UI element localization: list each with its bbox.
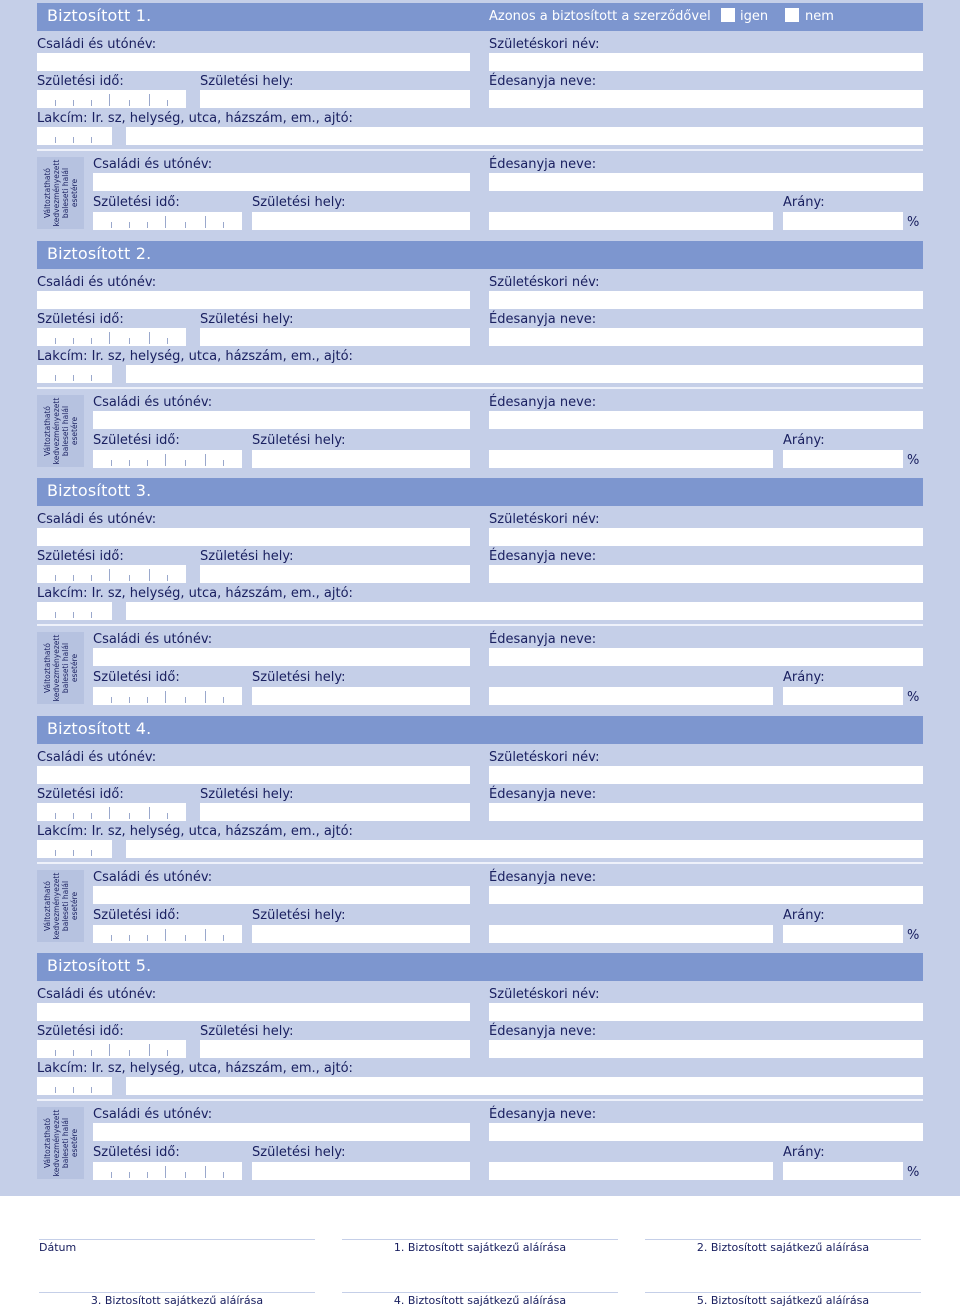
birth-date-label: Születési idő: (37, 312, 124, 327)
beneficiary-birth-place-label: Születési hely: (252, 195, 346, 210)
insured-title: Biztosított 2. (47, 244, 152, 263)
beneficiary-tag-text: Változtatható kedvezményezett baleseti halál esetére (42, 634, 79, 702)
birth-date-label: Születési idő: (37, 1024, 124, 1039)
same-yes-label: igen (740, 9, 769, 24)
beneficiary-tag-text: Változtatható kedvezményezett baleseti halál esetére (42, 397, 79, 465)
beneficiary-name-label: Családi és utónév: (93, 632, 213, 647)
same-as-contractor-label: Azonos a biztosított a szerződővel (489, 9, 711, 24)
beneficiary-birth-date-label: Születési idő: (93, 195, 180, 210)
signature-label: 5. Biztosított sajátkezű aláírása (696, 1294, 870, 1307)
signature-label: 1. Biztosított sajátkezű aláírása (393, 1241, 567, 1254)
birth-place-field[interactable] (200, 803, 470, 821)
beneficiary-tag-text: Változtatható kedvezményezett baleseti halál esetére (42, 159, 79, 227)
address-label: Lakcím: Ir. sz, helység, utca, házszám, em., ajtó: (37, 1061, 353, 1076)
insured-title: Biztosított 4. (47, 719, 152, 738)
birth-place-label: Születési hely: (200, 1024, 294, 1039)
signature-line[interactable] (645, 1292, 921, 1293)
birth-name-label: Születéskori név: (489, 750, 600, 765)
birth-name-label: Születéskori név: (489, 512, 600, 527)
insured-title: Biztosított 1. (47, 6, 152, 25)
address-field[interactable] (126, 1077, 923, 1095)
beneficiary-birth-place-field[interactable] (252, 212, 470, 230)
percent-sign: % (907, 215, 920, 230)
birth-name-field[interactable] (489, 766, 923, 784)
family-name-field[interactable] (37, 53, 470, 71)
share-label: Arány: (783, 433, 825, 448)
beneficiary-mother-field[interactable] (489, 648, 923, 666)
beneficiary-mother-field[interactable] (489, 1123, 923, 1141)
beneficiary-birth-date-label: Születési idő: (93, 908, 180, 923)
beneficiary-name-field[interactable] (93, 648, 470, 666)
beneficiary-birth-date-label: Születési idő: (93, 670, 180, 685)
birth-name-field[interactable] (489, 528, 923, 546)
same-yes-checkbox[interactable] (721, 8, 735, 22)
birth-name-label: Születéskori név: (489, 37, 600, 52)
birth-date-label: Születési idő: (37, 549, 124, 564)
mother-name-label: Édesanyja neve: (489, 549, 597, 564)
beneficiary-birth-date-field[interactable] (93, 687, 242, 705)
insured-title: Biztosított 3. (47, 481, 152, 500)
mother-name-label: Édesanyja neve: (489, 74, 597, 89)
signature-line[interactable] (342, 1292, 618, 1293)
beneficiary-name-label: Családi és utónév: (93, 157, 213, 172)
address-label: Lakcím: Ir. sz, helység, utca, házszám, em., ajtó: (37, 111, 353, 126)
same-no-label: nem (805, 9, 834, 24)
beneficiary-mother-label: Édesanyja neve: (489, 870, 597, 885)
same-no-checkbox[interactable] (785, 8, 799, 22)
share-label: Arány: (783, 1145, 825, 1160)
address-field[interactable] (126, 127, 923, 145)
postal-code-field[interactable] (37, 1077, 112, 1095)
beneficiary-tag (37, 157, 84, 229)
percent-sign: % (907, 1165, 920, 1180)
family-name-label: Családi és utónév: (37, 37, 157, 52)
beneficiary-mother-label: Édesanyja neve: (489, 1107, 597, 1122)
beneficiary-tag (37, 395, 84, 467)
beneficiary-extra-field[interactable] (489, 925, 773, 943)
percent-sign: % (907, 690, 920, 705)
mother-name-label: Édesanyja neve: (489, 312, 597, 327)
share-field[interactable] (783, 925, 903, 943)
share-label: Arány: (783, 670, 825, 685)
mother-name-label: Édesanyja neve: (489, 1024, 597, 1039)
address-field[interactable] (126, 365, 923, 383)
signature-line[interactable] (39, 1239, 315, 1240)
birth-place-label: Születési hely: (200, 312, 294, 327)
signature-label: 4. Biztosított sajátkezű aláírása (393, 1294, 567, 1307)
birth-date-field[interactable] (37, 328, 186, 346)
beneficiary-name-label: Családi és utónév: (93, 1107, 213, 1122)
birth-date-label: Születési idő: (37, 787, 124, 802)
beneficiary-birth-date-label: Születési idő: (93, 1145, 180, 1160)
beneficiary-name-field[interactable] (93, 173, 470, 191)
birth-date-label: Születési idő: (37, 74, 124, 89)
mother-name-field[interactable] (489, 328, 923, 346)
beneficiary-birth-place-label: Születési hely: (252, 908, 346, 923)
beneficiary-tag (37, 632, 84, 704)
beneficiary-mother-label: Édesanyja neve: (489, 632, 597, 647)
divider (37, 1099, 923, 1101)
insured-section-1 (0, 3, 960, 240)
insured-section-4 (0, 716, 960, 953)
family-name-label: Családi és utónév: (37, 750, 157, 765)
mother-name-field[interactable] (489, 1040, 923, 1058)
insured-header-bar (37, 716, 923, 744)
family-name-field[interactable] (37, 1003, 470, 1021)
signature-label: 2. Biztosított sajátkezű aláírása (696, 1241, 870, 1254)
family-name-field[interactable] (37, 291, 470, 309)
beneficiary-mother-label: Édesanyja neve: (489, 395, 597, 410)
insured-section-2 (0, 241, 960, 478)
beneficiary-birth-date-field[interactable] (93, 925, 242, 943)
beneficiary-extra-field[interactable] (489, 212, 773, 230)
signature-line[interactable] (645, 1239, 921, 1240)
birth-name-label: Születéskori név: (489, 987, 600, 1002)
beneficiary-birth-place-field[interactable] (252, 1162, 470, 1180)
share-field[interactable] (783, 1162, 903, 1180)
beneficiary-birth-place-label: Születési hely: (252, 433, 346, 448)
birth-place-label: Születési hely: (200, 74, 294, 89)
beneficiary-mother-label: Édesanyja neve: (489, 157, 597, 172)
family-name-field[interactable] (37, 766, 470, 784)
beneficiary-birth-date-field[interactable] (93, 212, 242, 230)
address-label: Lakcím: Ir. sz, helység, utca, házszám, em., ajtó: (37, 349, 353, 364)
address-label: Lakcím: Ir. sz, helység, utca, házszám, em., ajtó: (37, 824, 353, 839)
beneficiary-birth-place-label: Születési hely: (252, 670, 346, 685)
birth-date-field[interactable] (37, 1040, 186, 1058)
beneficiary-birth-place-label: Születési hely: (252, 1145, 346, 1160)
share-field[interactable] (783, 212, 903, 230)
mother-name-field[interactable] (489, 90, 923, 108)
divider (37, 149, 923, 151)
birth-date-field[interactable] (37, 803, 186, 821)
birth-date-field[interactable] (37, 90, 186, 108)
beneficiary-name-field[interactable] (93, 1123, 470, 1141)
beneficiary-tag-text: Változtatható kedvezményezett baleseti halál esetére (42, 872, 79, 940)
date-label: Dátum (39, 1241, 77, 1254)
share-field[interactable] (783, 687, 903, 705)
postal-code-field[interactable] (37, 127, 112, 145)
percent-sign: % (907, 928, 920, 943)
mother-name-field[interactable] (489, 565, 923, 583)
birth-place-field[interactable] (200, 565, 470, 583)
insured-section-5 (0, 953, 960, 1190)
share-field[interactable] (783, 450, 903, 468)
insured-section-3 (0, 478, 960, 715)
mother-name-field[interactable] (489, 803, 923, 821)
birth-name-field[interactable] (489, 1003, 923, 1021)
birth-place-label: Születési hely: (200, 549, 294, 564)
beneficiary-mother-field[interactable] (489, 173, 923, 191)
percent-sign: % (907, 453, 920, 468)
birth-name-label: Születéskori név: (489, 275, 600, 290)
beneficiary-birth-date-label: Születési idő: (93, 433, 180, 448)
family-name-label: Családi és utónév: (37, 512, 157, 527)
family-name-label: Családi és utónév: (37, 987, 157, 1002)
beneficiary-name-label: Családi és utónév: (93, 395, 213, 410)
share-label: Arány: (783, 195, 825, 210)
address-field[interactable] (126, 602, 923, 620)
beneficiary-birth-place-field[interactable] (252, 450, 470, 468)
beneficiary-tag (37, 1107, 84, 1179)
beneficiary-extra-field[interactable] (489, 687, 773, 705)
beneficiary-mother-field[interactable] (489, 886, 923, 904)
insured-title: Biztosított 5. (47, 956, 152, 975)
signature-line[interactable] (342, 1239, 618, 1240)
insured-header-bar (37, 241, 923, 269)
share-label: Arány: (783, 908, 825, 923)
beneficiary-tag-text: Változtatható kedvezményezett baleseti halál esetére (42, 1109, 79, 1177)
address-field[interactable] (126, 840, 923, 858)
birth-place-field[interactable] (200, 1040, 470, 1058)
address-label: Lakcím: Ir. sz, helység, utca, házszám, em., ajtó: (37, 586, 353, 601)
signature-line[interactable] (39, 1292, 315, 1293)
birth-place-label: Születési hely: (200, 787, 294, 802)
divider (37, 387, 923, 389)
insured-header-bar (37, 953, 923, 981)
family-name-label: Családi és utónév: (37, 275, 157, 290)
insured-header-bar (37, 3, 923, 31)
birth-name-field[interactable] (489, 291, 923, 309)
family-name-field[interactable] (37, 528, 470, 546)
beneficiary-birth-date-field[interactable] (93, 450, 242, 468)
birth-date-field[interactable] (37, 565, 186, 583)
divider (37, 624, 923, 626)
divider (37, 862, 923, 864)
birth-place-field[interactable] (200, 328, 470, 346)
beneficiary-birth-place-field[interactable] (252, 925, 470, 943)
beneficiary-name-field[interactable] (93, 886, 470, 904)
insured-header-bar (37, 478, 923, 506)
beneficiary-birth-date-field[interactable] (93, 1162, 242, 1180)
beneficiary-name-field[interactable] (93, 411, 470, 429)
beneficiary-name-label: Családi és utónév: (93, 870, 213, 885)
mother-name-label: Édesanyja neve: (489, 787, 597, 802)
beneficiary-extra-field[interactable] (489, 450, 773, 468)
postal-code-field[interactable] (37, 840, 112, 858)
postal-code-field[interactable] (37, 602, 112, 620)
beneficiary-tag (37, 870, 84, 942)
beneficiary-mother-field[interactable] (489, 411, 923, 429)
birth-place-field[interactable] (200, 90, 470, 108)
beneficiary-birth-place-field[interactable] (252, 687, 470, 705)
beneficiary-extra-field[interactable] (489, 1162, 773, 1180)
postal-code-field[interactable] (37, 365, 112, 383)
signature-label: 3. Biztosított sajátkezű aláírása (90, 1294, 264, 1307)
birth-name-field[interactable] (489, 53, 923, 71)
